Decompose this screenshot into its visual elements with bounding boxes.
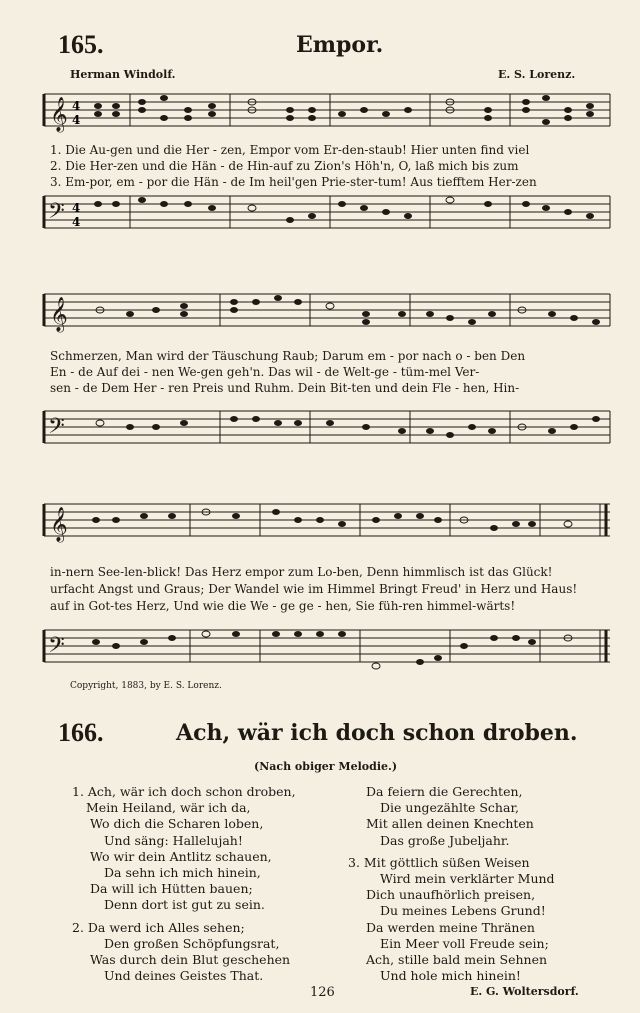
system-2-lyric-3: sen - de Dem Her - ren Preis und Ruhm. Dein Bit-ten und dein Fle - hen, Hin- <box>50 381 520 395</box>
stanza-line: Das große Jubeljahr. <box>380 832 510 848</box>
stanza-line: Mit allen deinen Knechten <box>366 816 534 832</box>
stanza-line: Dich unaufhörlich preisen, <box>366 887 536 903</box>
treble-staff-1-drawing <box>40 88 612 138</box>
stanza-line: 2. Da werd ich Alles sehen; <box>72 919 245 935</box>
stanza-line: 1. Ach, wär ich doch schon droben, <box>72 784 296 799</box>
stanza-line: Die ungezählte Schar, <box>380 800 520 816</box>
system-1-lyric-1: 1. Die Au-gen und die Her - zen, Empor vom Er-den-staub! Hier unten find viel <box>50 143 530 157</box>
stanza-line: Den großen Schöpfungsrat, <box>104 935 280 951</box>
bass-staff-1-drawing <box>40 190 612 240</box>
stanza-line: Wo dich die Scharen loben, <box>90 816 264 832</box>
svg-text:4: 4 <box>72 215 81 229</box>
stanza-line: Und hole mich hinein! <box>380 968 521 984</box>
system-2-lyric-2: En - de Auf dei - nen We-gen geh'n. Das wil - de Welt-ge - tüm-mel Ver- <box>50 365 480 379</box>
svg-text:𝄢: 𝄢 <box>48 199 65 229</box>
system-1-lyric-2: 2. Die Her-zen und die Hän - de Hin-auf zu Zion's Höh'n, O, laß mich bis zum <box>50 159 519 173</box>
stanza-line: Da werden meine Thränen <box>366 919 535 935</box>
stanza-line: Ach, stille bald mein Sehnen <box>366 951 548 967</box>
stanza-line: Da sehn ich mich hinein, <box>104 864 261 880</box>
svg-text:4: 4 <box>72 113 81 127</box>
svg-text:𝄢: 𝄢 <box>48 633 65 663</box>
hymn-166-author: E. G. Woltersdorf. <box>470 985 579 998</box>
stanza-line: Da feiern die Gerechten, <box>366 784 523 799</box>
stanza-line: Wo wir dein Antlitz schauen, <box>90 848 272 864</box>
stanza-line: Du meines Lebens Grund! <box>380 903 546 919</box>
svg-text:4: 4 <box>72 99 81 113</box>
svg-text:𝄞: 𝄞 <box>50 297 68 332</box>
hymn-166-right-column <box>348 784 608 984</box>
stanza-line: 3. Mit göttlich süßen Weisen <box>348 854 530 870</box>
hymn-166-number: 166. <box>58 718 104 747</box>
stanza-line: Ein Meer voll Freude sein; <box>380 935 549 951</box>
bass-staff-2 <box>40 405 612 455</box>
stanza-line: Was durch dein Blut geschehen <box>90 951 291 967</box>
hymn-165-title: Empor. <box>296 32 384 58</box>
hymn-166-subtitle: (Nach obiger Melodie.) <box>254 760 398 773</box>
hymn-165-composer: E. S. Lorenz. <box>498 68 576 81</box>
page-number: 126 <box>310 985 335 1000</box>
svg-text:𝄞: 𝄞 <box>50 507 68 542</box>
treble-staff-3 <box>40 498 612 548</box>
stanza-line: Denn dort ist gut zu sein. <box>104 897 265 913</box>
bass-staff-2-drawing <box>40 405 612 455</box>
system-3-lyric-3: auf in Got-tes Herz, Und wie die We - ge ge - hen, Sie füh-ren himmel-wärts! <box>50 599 516 613</box>
copyright-notice: Copyright, 1883, by E. S. Lorenz. <box>70 681 222 691</box>
stanza-line: Und deines Geistes That. <box>104 968 264 984</box>
treble-staff-3-drawing <box>40 498 612 548</box>
treble-staff-2-drawing <box>40 288 612 338</box>
system-2-lyric-1: Schmerzen, Man wird der Täuschung Raub; Darum em - por nach o - ben Den <box>50 349 526 363</box>
stanza-line: Da will ich Hütten bauen; <box>90 881 253 897</box>
svg-text:𝄢: 𝄢 <box>48 414 65 444</box>
stanza-line: Und säng: Hallelujah! <box>104 832 243 848</box>
hymn-165-number: 165. <box>58 30 104 59</box>
bass-staff-3-drawing <box>40 624 612 674</box>
svg-text:4: 4 <box>72 201 81 215</box>
bass-staff-3 <box>40 624 612 674</box>
stanza-line: Wird mein verklärter Mund <box>380 870 555 886</box>
hymn-166-left-column <box>72 784 332 984</box>
stanza-line: Mein Heiland, wär ich da, <box>86 800 251 816</box>
hymn-165-author: Herman Windolf. <box>70 68 176 81</box>
svg-text:𝄞: 𝄞 <box>50 97 68 132</box>
treble-staff-2 <box>40 288 612 338</box>
treble-staff-1 <box>40 88 612 138</box>
bass-staff-1 <box>40 190 612 240</box>
hymn-166-title: Ach, wär ich doch schon droben. <box>176 720 578 746</box>
system-3-lyric-2: urfacht Angst und Graus; Der Wandel wie im Himmel Bringt Freud' in Herz und Haus! <box>50 582 578 596</box>
system-1-lyric-3: 3. Em-por, em - por die Hän - de Im heil'gen Prie-ster-tum! Aus tiefftem Her-zen <box>50 175 537 189</box>
system-3-lyric-1: in-nern See-len-blick! Das Herz empor zum Lo-ben, Denn himmlisch ist das Glück! <box>50 565 553 579</box>
